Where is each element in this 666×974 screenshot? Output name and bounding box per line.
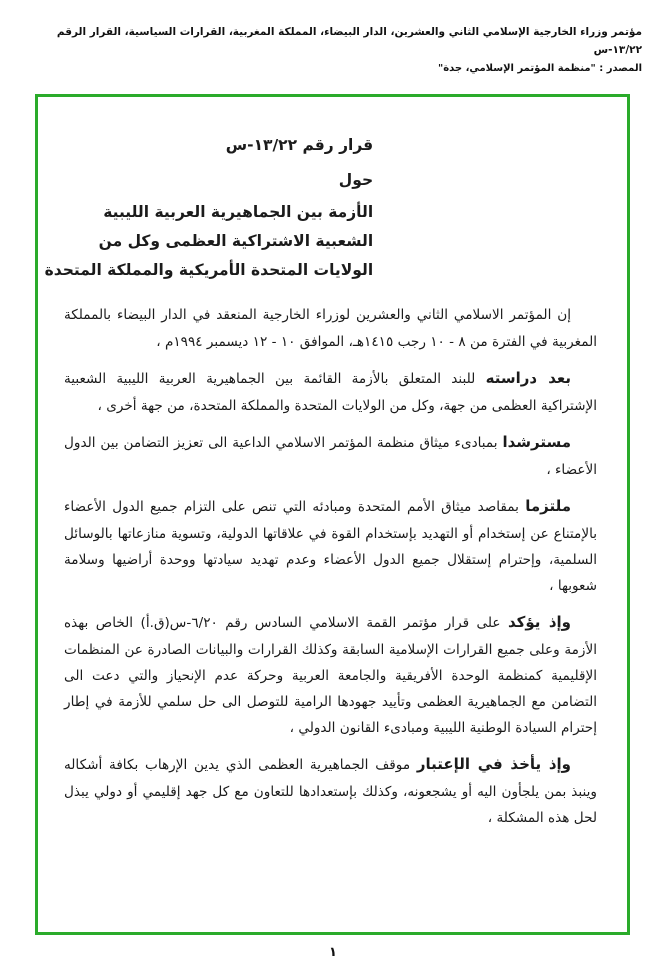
paragraph-lead: وإذ يؤكد	[508, 613, 571, 632]
document-header	[0, 0, 666, 77]
paragraph-text: بمقاصد ميثاق الأمم المتحدة ومبادئه التي تنص على التزام جميع الدول الأعضاء بالإمتناع عن إستخدام أو التهديد بإستخدام القوة في علاقاتها الدولية، وتسوية منازعاتها بالوسائل السلمية، وإحترام إستقلال جميع الدول الأعضاء وعدم تهديد سيادتها ووحدة أراضيها وسلامة شعوبها ،	[64, 499, 597, 595]
paragraph-preamble	[64, 300, 597, 355]
paragraph-text: موقف الجماهيرية العظمى الذي يدين الإرهاب بكافة أشكاله وينبذ بمن يلجأون اليه أو يشجعونه، وكذلك بإستعدادها للتعاون مع كل جهد إقليمي أو دولي يبذل لحل هذه المشكلة ،	[64, 757, 597, 827]
title-about-word: حول	[338, 170, 374, 189]
paragraph-considering	[64, 750, 597, 831]
paragraph-affirming	[64, 608, 597, 741]
paragraph-committed	[64, 492, 597, 599]
paragraph-text: على قرار مؤتمر القمة الاسلامي السادس رقم ٦/٢٠-س(ق.أ) الخاص بهذه الأزمة وعلى جميع القرارات الإسلامية السابقة وكذلك القرارات والبيانات الصادرة عن المنظمات الإقليمية كمنظمة الوحدة الأفريقية والجامعة العربية وحركة عدم الإنحياز والتي دعت الى التضامن مع الجماهيرية العظمى وتأييد جهودها الرامية للتوصل الى حل سلمي للأزمة في إطار إحترام السيادة الوطنية الليبية ومبادىء القانون الدولي ،	[64, 615, 597, 737]
resolution-number: قرار رقم ١٣/٢٢-س	[225, 136, 374, 154]
header-citation: مؤتمر وزراء الخارجية الإسلامي الثاني والعشرين، الدار البيضاء، المملكة المغربية، القرارات السياسية، القرار الرقم ١٣/٢٢-س	[56, 26, 642, 56]
document-body	[64, 300, 597, 831]
page-footer	[0, 945, 666, 960]
resolution-title-block	[44, 117, 597, 300]
paragraph-text: إن المؤتمر الاسلامي الثاني والعشرين لوزراء الخارجية المنعقد في الدار البيضاء بالمملكة المغربية في الفترة من ٨ - ١٠ رجب ١٤١٥هـ، الموافق ١٠ - ١٢ ديسمبر ١٩٩٤م ،	[64, 307, 597, 351]
paragraph-text: بمبادىء ميثاق منظمة المؤتمر الاسلامي الداعية الى تعزيز التضامن بين الدول الأعضاء ،	[64, 435, 597, 478]
paragraph-after-study	[64, 364, 597, 419]
title-line-crisis: الأزمة بين الجماهيرية العربية الليبية	[103, 203, 374, 222]
paragraph-lead: وإذ يأخذ في الإعتبار	[416, 755, 572, 774]
title-line-jamahiriya: الشعبية الاشتراكية العظمى وكل من	[98, 232, 374, 251]
paragraph-guided-by	[64, 428, 597, 483]
paragraph-lead: مسترشدا	[502, 433, 572, 452]
header-source: المصدر : "منظمة المؤتمر الإسلامي، جدة"	[437, 62, 642, 74]
page-number: ١	[329, 945, 337, 960]
paragraph-text: للبند المتعلق بالأزمة القائمة بين الجماهيرية العربية الليبية الشعبية الإشتراكية العظمى من جهة، وكل من الولايات المتحدة والمملكة المتحدة، من جهة أخرى ،	[64, 371, 597, 415]
paragraph-lead: ملتزما	[525, 497, 571, 516]
paragraph-lead: بعد دراسته	[485, 369, 571, 388]
title-line-states: الولايات المتحدة الأمريكية والمملكة المتحدة	[44, 260, 374, 279]
content-frame	[35, 94, 630, 935]
